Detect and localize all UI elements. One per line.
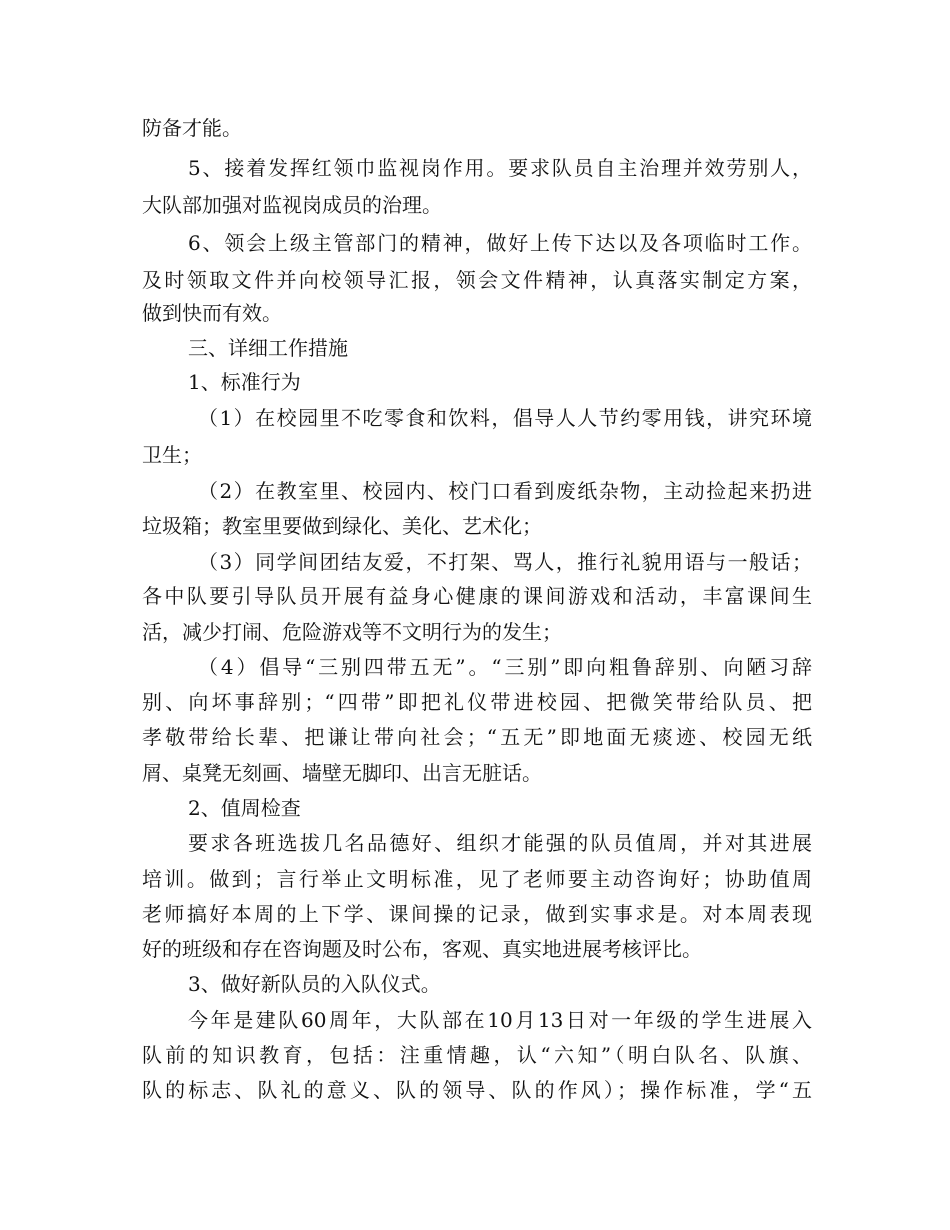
- text-line: 5、接着发挥红领巾监视岗作用。要求队员自主治理并效劳别人，: [188, 156, 812, 180]
- subsection-heading: 1、标准行为: [188, 370, 301, 394]
- text-line: 及时领取文件并向校领导汇报，领会文件精神，认真落实制定方案，: [142, 268, 812, 292]
- text-line: 做到快而有效。: [142, 301, 282, 325]
- text-line: 老师搞好本周的上下学、课间操的记录，做到实事求是。对本周表现: [142, 902, 812, 926]
- subsection-heading: 2、值周检查: [188, 796, 301, 820]
- section-heading: 三、详细工作措施: [188, 336, 348, 360]
- subsection-heading: 3、做好新队员的入队仪式。: [188, 972, 441, 996]
- text-line: 队前的知识教育，包括：注重情趣，认“六知”（明白队名、队旗、: [142, 1043, 812, 1067]
- text-line: （4）倡导“三别四带五无”。“三别”即向粗鲁辞别、向陋习辞: [198, 655, 812, 679]
- text-line: 防备才能。: [142, 116, 242, 140]
- text-line: 别、向坏事辞别；“四带”即把礼仪带进校园、把微笑带给队员、把: [142, 690, 812, 714]
- text-line: 孝敬带给长辈、把谦让带向社会；“五无”即地面无痰迹、校园无纸: [142, 725, 812, 749]
- text-line: （1）在校园里不吃零食和饮料，倡导人人节约零用钱，讲究环境: [198, 406, 812, 430]
- text-line: 队的标志、队礼的意义、队的领导、队的作风）；操作标准，学“五: [142, 1078, 812, 1102]
- text-line: 要求各班选拔几名品德好、组织才能强的队员值周，并对其进展: [188, 831, 812, 855]
- text-line: （3）同学间团结友爱，不打架、骂人，推行礼貌用语与一般话；: [198, 550, 812, 574]
- text-line: 好的班级和存在咨询题及时公布，客观、真实地进展考核评比。: [142, 937, 702, 961]
- text-line: 活，减少打闹、危险游戏等不文明行为的发生；: [142, 620, 562, 644]
- text-line: 屑、桌凳无刻画、墙壁无脚印、出言无脏话。: [142, 761, 542, 785]
- text-line: （2）在教室里、校园内、校门口看到废纸杂物，主动捡起来扔进: [198, 479, 812, 503]
- text-line: 6、领会上级主管部门的精神，做好上传下达以及各项临时工作。: [188, 231, 812, 255]
- text-line: 各中队要引导队员开展有益身心健康的课间游戏和活动，丰富课间生: [142, 584, 812, 608]
- text-line: 大队部加强对监视岗成员的治理。: [142, 193, 442, 217]
- text-line: 培训。做到；言行举止文明标准，见了老师要主动咨询好；协助值周: [142, 867, 812, 891]
- text-line: 今年是建队60周年，大队部在10月13日对一年级的学生进展入: [188, 1008, 812, 1032]
- text-line: 垃圾箱；教室里要做到绿化、美化、艺术化；: [142, 514, 542, 538]
- text-line: 卫生；: [142, 443, 202, 467]
